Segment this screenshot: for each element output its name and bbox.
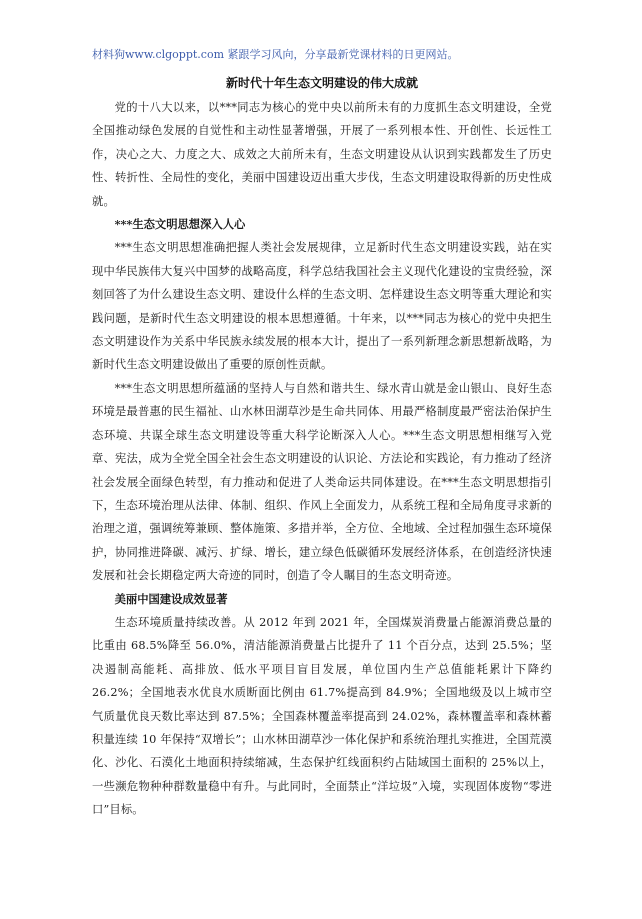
header-tagline: 紧跟学习风向，分享最新党课材料的日更网站。: [224, 48, 459, 61]
paragraph: 生态环境质量持续改善。从 2012 年到 2021 年，全国煤炭消费量占能源消费总量的比重由 68.5%降至 56.0%，清洁能源消费量占比提升了 11 个百分点，达到 25.5%；坚决遏制高能耗、高排放、低水平项目盲目发展，单位国内生产总值能耗累计下降约 26.2%；全国地表水优良水质断面比例由 61.7%提高到 84.9%；全国地级及以上城市空气质量优良天数比率达到 87.5%；全国森林覆盖率提高到 24.02%，森林覆盖率和森林蓄积量连续 10 年保持“双增长”；山水林田湖草沙一体化保护和系统治理扎实推进，全国荒漠化、沙化、石漠化土地面积持续缩减，生态保护红线面积约占陆域国土面积的 25%以上，一些濒危物种种群数量稳中有升。与此同时，全面禁止“洋垃圾”入境，实现固体废物“零进口”目标。: [92, 615, 552, 817]
paragraph: ***生态文明思想准确把握人类社会发展规律，立足新时代生态文明建设实践，站在实现中华民族伟大复兴中国梦的战略高度，科学总结我国社会主义现代化建设的宝贵经验，深刻回答了为什么建设生态文明、建设什么样的生态文明、怎样建设生态文明等重大理论和实践问题，是新时代生态文明建设的根本思想遵循。十年来，以***同志为核心的党中央把生态文明建设作为关系中华民族永续发展的根本大计，提出了一系列新理念新思想新战略，为新时代生态文明建设做出了重要的原创性贡献。: [92, 241, 552, 372]
site-link[interactable]: 材料狗www.clgoppt.com: [92, 48, 224, 61]
document-body: [92, 74, 552, 822]
document-title: 新时代十年生态文明建设的伟大成就: [225, 76, 418, 90]
section-heading-thought: ***生态文明思想深入人心: [114, 217, 246, 232]
paragraph: ***生态文明思想所蕴涵的坚持人与自然和谐共生、绿水青山就是金山银山、良好生态环境是最普惠的民生福祉、山水林田湖草沙是生命共同体、用最严格制度最严密法治保护生态环境、共谋全球生态文明建设等重大科学论断深入人心。***生态文明思想相继写入党章、宪法，成为全党全国全社会生态文明建设的认识论、方法论和实践论，有力推动了经济社会发展全面绿色转型，有力推动和促进了人类命运共同体建设。在***生态文明思想指引下，生态环境治理从法律、体制、组织、作风上全面发力，从系统工程和全局角度寻求新的治理之道，强调统筹兼顾、整体施策、多措并举，全方位、全地域、全过程加强生态环境保护，协同推进降碳、减污、扩绿、增长，建立绿色低碳循环发展经济体系，在创造经济快速发展和社会长期稳定两大奇迹的同时，创造了令人瞩目的生态文明奇迹。: [92, 381, 552, 583]
intro-paragraph: 党的十八大以来，以***同志为核心的党中央以前所未有的力度抓生态文明建设，全党全国推动绿色发展的自觉性和主动性显著增强，开展了一系列根本性、开创性、长远性工作，决心之大、力度之大、成效之大前所未有，生态文明建设从认识到实践都发生了历史性、转折性、全局性的变化，美丽中国建设迈出重大步伐，生态文明建设取得新的历史性成就。: [92, 101, 552, 208]
page-header: [92, 48, 459, 62]
section-heading-achievements: 美丽中国建设成效显著: [114, 591, 228, 606]
